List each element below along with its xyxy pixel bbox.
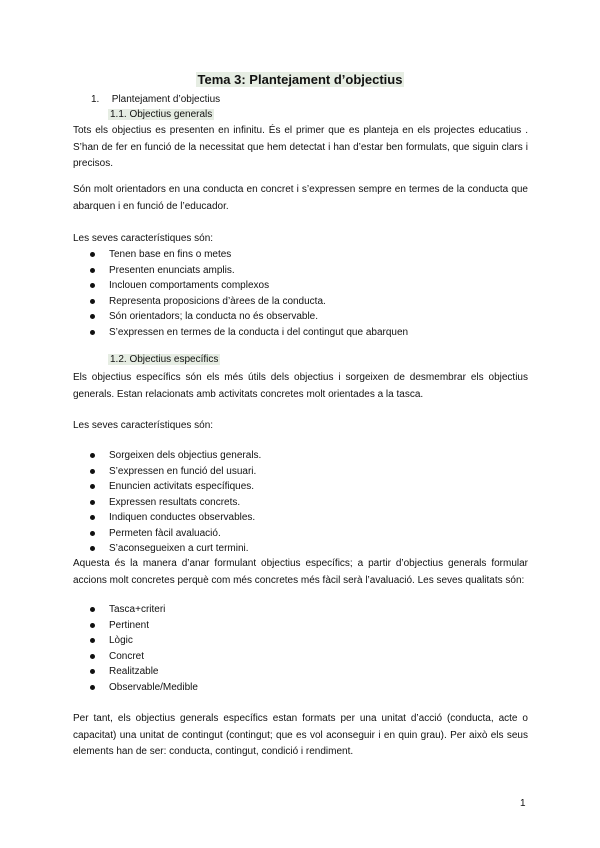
list-item: Representa proposicions d’àrees de la conducta.	[73, 294, 408, 310]
bullet-icon	[90, 531, 95, 536]
subsection-heading-general	[108, 109, 214, 120]
bullet-icon	[90, 299, 95, 304]
page-title-text: Tema 3: Plantejament d’objectius	[197, 72, 403, 87]
section-number: 1.	[91, 94, 100, 105]
bullet-icon	[90, 546, 95, 551]
characteristics-intro-specific: Les seves característiques són:	[73, 420, 214, 431]
bullet-icon	[90, 283, 95, 288]
bullet-icon	[90, 252, 95, 257]
bullet-icon	[90, 500, 95, 505]
list-item: Permeten fàcil avaluació.	[73, 526, 261, 542]
list-item: Són orientadors; la conducta no és observable.	[73, 309, 408, 325]
bullet-icon	[90, 685, 95, 690]
list-item: Realitzable	[73, 664, 198, 680]
section-heading	[91, 94, 220, 105]
bullet-icon	[90, 469, 95, 474]
list-item: Tasca+criteri	[73, 602, 198, 618]
bullet-icon	[90, 607, 95, 612]
bullet-icon	[90, 453, 95, 458]
bullet-icon	[90, 484, 95, 489]
list-item: Enuncien activitats específiques.	[73, 479, 261, 495]
bullet-icon	[90, 515, 95, 520]
list-item: Presenten enunciats amplis.	[73, 263, 408, 279]
list-item: Inclouen comportaments complexos	[73, 278, 408, 294]
bullet-icon	[90, 638, 95, 643]
bullet-icon	[90, 268, 95, 273]
bullet-icon	[90, 330, 95, 335]
paragraph-qualities-intro: Aquesta és la manera d’anar formulant objectius específics; a partir d’objectius generals formular accions molt concretes perquè com més concretes més fàcil serà l’avaluació. Les seves qualitats són:	[73, 558, 528, 586]
qualities-list	[73, 602, 198, 695]
subsection-label-specific: 1.2. Objectius específics	[110, 354, 219, 365]
paragraph-specific-intro: Els objectius específics són els més útils dels objectius i sorgeixen de desmembrar els objectius generals. Estan relacionats amb activitats concretes molt orientades a la tasca.	[73, 372, 528, 400]
page-title	[0, 72, 600, 87]
list-item: Indiquen conductes observables.	[73, 510, 261, 526]
paragraph-conclusion: Per tant, els objectius generals específics estan formats per una unitat d’acció (conducta, acte o capacitat) una unitat de contingut (contingut; que es vol aconseguir i en quin grau). Per això els seus elements han de ser: conducta, contingut, condició i rendiment.	[73, 713, 528, 757]
bullet-icon	[90, 623, 95, 628]
subsection-heading-specific	[108, 354, 220, 365]
bullet-icon	[90, 314, 95, 319]
bullet-icon	[90, 654, 95, 659]
characteristics-intro-general: Les seves característiques són:	[73, 233, 214, 244]
list-item: Sorgeixen dels objectius generals.	[73, 448, 261, 464]
list-item: Observable/Medible	[73, 680, 198, 696]
list-item: S’expressen en funció del usuari.	[73, 464, 261, 480]
general-characteristics-list	[73, 247, 408, 340]
list-item: S’expressen en termes de la conducta i del contingut que abarquen	[73, 325, 408, 341]
list-item: Pertinent	[73, 618, 198, 634]
list-item: Expressen resultats concrets.	[73, 495, 261, 511]
subsection-label-general: 1.1. Objectius generals	[110, 109, 213, 120]
list-item: S’aconsegueixen a curt termini.	[73, 541, 261, 557]
list-item: Lògic	[73, 633, 198, 649]
list-item: Tenen base en fins o metes	[73, 247, 408, 263]
page-number: 1	[520, 798, 526, 809]
bullet-icon	[90, 669, 95, 674]
list-item: Concret	[73, 649, 198, 665]
paragraph-general-orientation: Són molt orientadors en una conducta en concret i s’expressen sempre en termes de la conducta que abarquen i en funció de l’educador.	[73, 184, 528, 212]
paragraph-general-intro: Tots els objectius es presenten en infinitu. És el primer que es planteja en els projectes educatius . S’han de fer en funció de la necessitat que hem detectat i han d’estar ben formulats, que siguin clars i precisos.	[73, 125, 528, 169]
specific-characteristics-list	[73, 448, 261, 557]
section-label: Plantejament d’objectius	[111, 94, 221, 105]
